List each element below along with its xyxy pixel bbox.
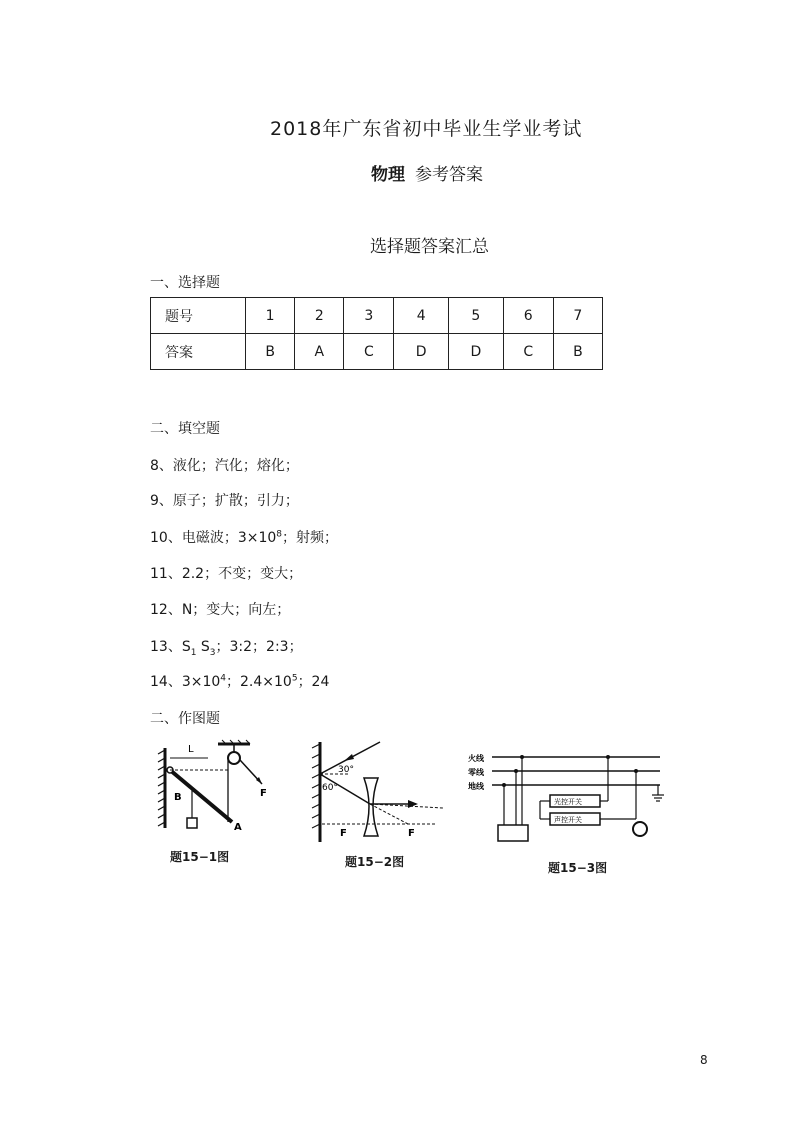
page-title: 2018年广东省初中毕业生学业考试 <box>270 118 583 140</box>
table-cell: B <box>553 334 602 370</box>
answer-text: 13、S <box>150 639 191 655</box>
table-cell: 2 <box>295 298 344 334</box>
fig-label: 零线 <box>468 768 484 777</box>
exponent: 8 <box>276 529 283 540</box>
answer-text: ；2.4×10 <box>226 674 292 690</box>
subscript: 1 <box>190 647 197 658</box>
table-cell: D <box>449 334 504 370</box>
subject-label: 物理 <box>371 165 405 185</box>
table-cell: 5 <box>449 298 504 334</box>
table-cell: 7 <box>553 298 602 334</box>
fig-label: 30° <box>338 765 354 775</box>
exponent: 5 <box>291 673 298 684</box>
figure-15-2-caption: 题15−2图 <box>345 855 405 869</box>
figure-15-1-caption: 题15−1图 <box>170 850 230 864</box>
table-cell: C <box>344 334 394 370</box>
answer-text: ；3:2；2:3； <box>215 639 303 655</box>
answer-table <box>150 297 603 370</box>
answer-11: 11、2.2；不变；变大； <box>150 566 303 582</box>
section-drawing-heading: 二、作图题 <box>150 711 220 727</box>
table-row <box>151 334 603 370</box>
table-cell: 3 <box>344 298 394 334</box>
exponent: 4 <box>220 673 227 684</box>
figure-15-2 <box>308 738 448 850</box>
answer-text: S <box>196 639 210 655</box>
page-subtitle <box>371 160 483 185</box>
fig-label: F <box>260 788 267 799</box>
fig-label: A <box>234 822 242 833</box>
answer-14 <box>150 671 329 691</box>
answer-text: 10、电磁波；3×10 <box>150 530 277 546</box>
table-cell: C <box>503 334 553 370</box>
fig-label: 60° <box>322 783 338 793</box>
section-fill-heading: 二、填空题 <box>150 421 220 437</box>
answer-key-label: 参考答案 <box>415 165 483 185</box>
answer-12: 12、N；变大；向左； <box>150 602 291 618</box>
table-cell: 4 <box>394 298 449 334</box>
table-row <box>151 298 603 334</box>
fig-label: 光控开关 <box>554 798 582 806</box>
answer-text: ；射频； <box>282 530 339 546</box>
fig-label: 火线 <box>468 754 484 763</box>
fig-label: F <box>408 828 415 839</box>
table-cell: B <box>246 334 295 370</box>
subscript: 3 <box>209 647 216 658</box>
table-cell: 6 <box>503 298 553 334</box>
row-label-answer: 答案 <box>151 334 246 370</box>
summary-heading: 选择题答案汇总 <box>370 237 489 257</box>
table-cell: D <box>394 334 449 370</box>
fig-label: L <box>188 744 194 755</box>
table-cell: 1 <box>246 298 295 334</box>
answer-10 <box>150 527 338 547</box>
figure-15-3 <box>468 745 668 855</box>
fig-label: F <box>340 828 347 839</box>
page-number: 8 <box>700 1053 708 1067</box>
fig-label: 地线 <box>468 782 484 791</box>
answer-13 <box>150 636 303 658</box>
answer-8: 8、液化；汽化；熔化； <box>150 458 299 474</box>
section-choice-heading: 一、选择题 <box>150 275 220 291</box>
fig-label: 声控开关 <box>554 816 582 824</box>
answer-text: 14、3×10 <box>150 674 221 690</box>
row-label-number: 题号 <box>151 298 246 334</box>
answer-9: 9、原子；扩散；引力； <box>150 493 299 509</box>
figure-15-1 <box>150 738 275 850</box>
figure-15-3-caption: 题15−3图 <box>548 861 608 875</box>
fig-label: B <box>174 792 182 803</box>
answer-text: ；24 <box>297 674 330 690</box>
table-cell: A <box>295 334 344 370</box>
